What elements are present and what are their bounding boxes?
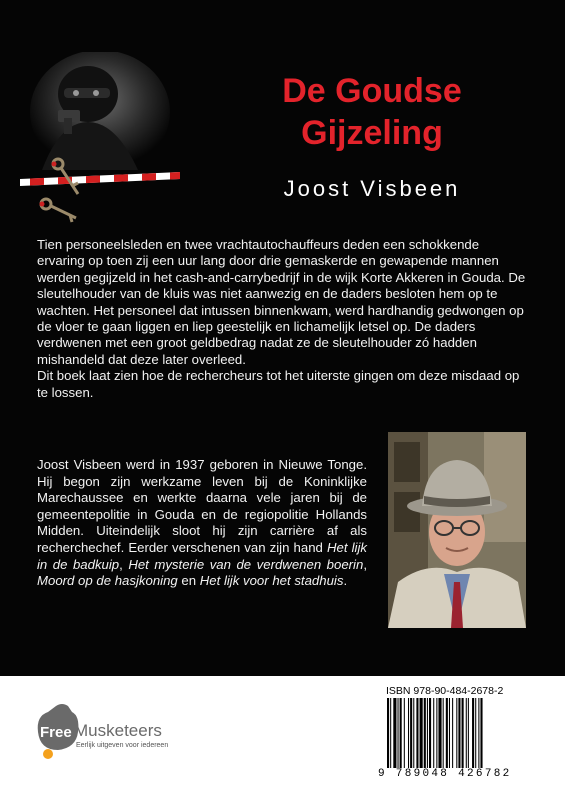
bio-work-1: Het lijk in de badkuip	[37, 539, 367, 572]
barcode-bar	[424, 698, 426, 768]
bio-work-3: Moord op de hasjkoning	[37, 573, 178, 589]
book-title	[212, 70, 532, 154]
barcode-bar	[462, 698, 464, 768]
blurb-paragraph-1: Tien personeelsleden en twee vrachtautochauffeurs deden een schokkende ervaring op toen zij een uur lang door drie gemaskerde en gewapende mannen werden gegijzeld in het cash-and-carrybedrijf in de wijk Korte Akkeren in Gouda. De sleutelhouder van de kluis was niet aanwezig en de daders besloten hem op te wachten. Het personeel dat intussen binnenkwam, werd hardhandig gedwongen op de vloer te gaan liggen en liep geestelijk en lichamelijk letsel op. De daders verdwenen met een groot geldbedrag nadat ze de sleutelhouder zó hadden mishandeld dat deze later overleed.	[37, 237, 526, 367]
logo-word-free: Free	[40, 724, 72, 741]
barcode-bar	[410, 698, 412, 768]
barcode-bar	[404, 698, 405, 768]
bio-intro: Joost Visbeen werd in 1937 geboren in Nieuwe Tonge. Hij begon zijn werkzame leven bij de Koninklijke Marechaussee en werkte daarna vele jaren bij de gemeentepolitie in Gouda en de regiopolitie Hollands Midden. Uiteindelijk sloot hij zijn carrière af als recherchechef. Eerder verschenen van zijn hand	[37, 457, 367, 555]
bio-work-4: Het lijk voor het stadhuis	[199, 573, 344, 589]
author-name: Joost Visbeen	[283, 176, 461, 201]
barcode-bar	[452, 698, 453, 768]
bio-separator: ,	[119, 556, 129, 572]
barcode-bar	[390, 698, 391, 768]
author-bio	[37, 457, 367, 590]
barcode-bar	[398, 698, 399, 768]
barcode-bar	[458, 698, 460, 768]
bio-work-2: Het mysterie van de verdwenen boerin	[128, 556, 364, 572]
barcode-bar	[400, 698, 402, 768]
barcode-digits: 9 789048 426782	[378, 768, 512, 780]
blurb-text	[37, 237, 527, 401]
barcode-bar	[416, 698, 418, 768]
barcode-bar	[413, 698, 414, 768]
author-photo	[388, 432, 526, 628]
barcode-bar	[443, 698, 444, 768]
blurb-paragraph-2: Dit boek laat zien hoe de rechercheurs tot het uiterste gingen om deze misdaad op te lossen.	[37, 368, 520, 400]
barcode-bar	[408, 698, 409, 768]
barcode-bar	[438, 698, 441, 768]
barcode-bar	[468, 698, 469, 768]
barcode-bar	[393, 698, 396, 768]
barcode-bar	[466, 698, 467, 768]
barcode-bar	[420, 698, 423, 768]
barcode-bar	[456, 698, 457, 768]
cover-illustration	[20, 52, 180, 232]
barcode	[386, 698, 522, 768]
publisher-footer	[0, 676, 565, 800]
barcode-bar	[449, 698, 450, 768]
bio-end: .	[343, 573, 348, 589]
isbn-label: ISBN 978-90-484-2678-2	[386, 685, 504, 697]
barcode-bar	[480, 698, 482, 768]
barcode-bar	[436, 698, 437, 768]
barcode-bar	[478, 698, 479, 768]
title-line-2: Gijzeling	[301, 114, 443, 152]
bio-separator: ,	[363, 556, 367, 572]
publisher-logo	[34, 702, 234, 766]
logo-tagline: Eerlijk uitgeven voor iedereen	[76, 742, 169, 749]
barcode-bar	[429, 698, 431, 768]
barcode-bar	[475, 698, 476, 768]
title-line-1: De Goudse	[282, 72, 462, 110]
barrier-tape	[20, 172, 180, 186]
barcode-bar	[446, 698, 448, 768]
barcode-bar	[433, 698, 434, 768]
barcode-bar	[387, 698, 389, 768]
bio-separator: en	[177, 573, 200, 589]
logo-word-musketeers: Musketeers	[74, 721, 162, 740]
barcode-bar	[427, 698, 428, 768]
barcode-bar	[472, 698, 474, 768]
